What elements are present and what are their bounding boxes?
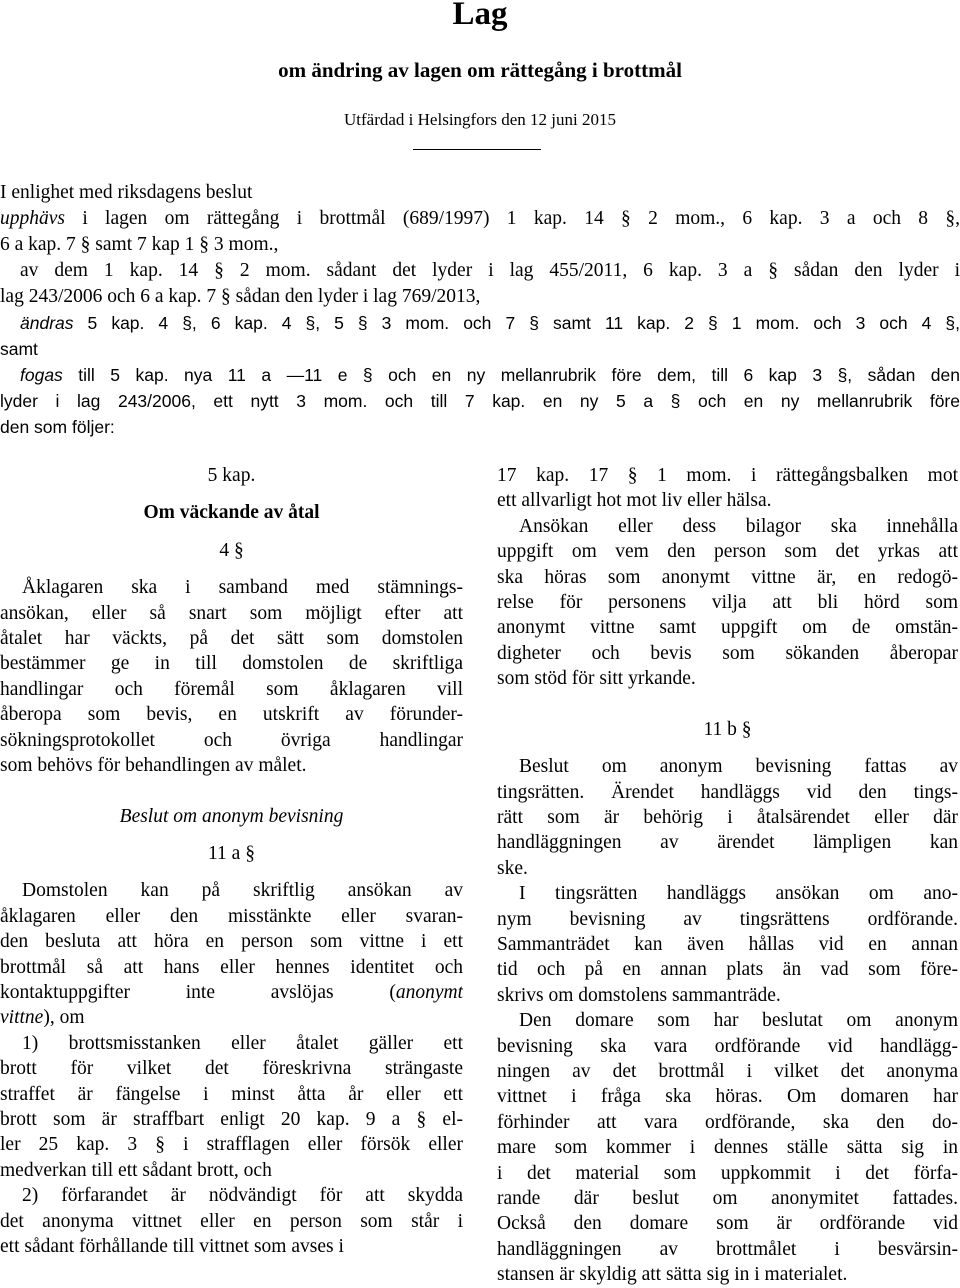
text-line: mare som kommer i dennes ställe sätta sig in (497, 1137, 958, 1159)
text-line: Domstolen kan på skriftlig ansökan av (22, 880, 463, 902)
spacer (0, 866, 463, 878)
text-line: ett allvarligt hot mot liv eller hälsa. (497, 490, 772, 512)
section-number: 11 b § (703, 718, 752, 740)
spacer (0, 829, 463, 841)
text-line: ske. (497, 857, 528, 879)
text-line: vittnet i fråga ska höras. Om domaren har (497, 1086, 958, 1108)
text-line: förhinder att vara ordförande, ska den do- (497, 1111, 958, 1133)
right-column (497, 463, 958, 1288)
text-line: som stöd för sitt yrkande. (497, 668, 696, 690)
chapter-number: 5 kap. (207, 465, 256, 486)
preamble-line: lag 243/2006 och 6 a kap. 7 § sådan den lyder i lag 769/2013, (0, 286, 481, 307)
preamble-line: samt (0, 339, 38, 359)
text-line: medverkan till ett sådant brott, och (0, 1159, 272, 1181)
section-number: 4 § (219, 539, 244, 561)
text-line: ett sådant förhållande till vittnet som avses i (0, 1235, 344, 1257)
text-line: kontaktuppgifter inte avslöjas (anonymt (0, 982, 463, 1004)
text-line: 1) brottsmisstanken eller åtalet gäller ett (22, 1032, 463, 1054)
action-verb: fogas (20, 365, 63, 385)
text-line: tingsrätten. Ärendet handläggs vid den tings- (497, 781, 958, 803)
italic-term: anonymt (395, 982, 463, 1004)
text-line: tid och på en annan plats än vad som före- (497, 959, 958, 981)
spacer (0, 563, 463, 575)
action-verb: upphävs (0, 208, 65, 229)
text-line: Ansökan eller dess bilagor ska innehålla (519, 515, 958, 537)
text-line: anonymt vittne samt uppgift om de omstän- (497, 617, 958, 639)
action-verb: ändras (20, 313, 74, 333)
text-line: Åklagaren ska i samband med stämnings- (22, 577, 463, 599)
text-line: som behövs för behandlingen av målet. (0, 754, 307, 776)
text-line: rätt som är behörig i åtalsärendet eller där (497, 807, 958, 829)
separator-rule (413, 149, 541, 150)
text-line: Den domare som har beslutat om anonym (519, 1010, 958, 1032)
text-line: bevisning ska vara ordförande vid handlägg- (497, 1035, 958, 1057)
text-line: brott för vilket det föreskrivna strängaste (0, 1058, 463, 1080)
text-line: handläggningen av ärendet lämpligen kan (497, 832, 958, 854)
preamble-line: den som följer: (0, 417, 115, 437)
spacer (497, 742, 958, 754)
spacer (0, 488, 463, 500)
text-line: åklagaren eller den misstänkte eller svaran- (0, 905, 463, 927)
spacer (0, 526, 463, 538)
italic-term: vittne (0, 1007, 44, 1029)
preamble-line: ändras 5 kap. 4 §, 6 kap. 4 §, 5 § 3 mom. och 7 § samt 11 kap. 2 § 1 mom. och 3 och 4 §, (20, 313, 960, 333)
preamble-line: fogas till 5 kap. nya 11 a —11 e § och en ny mellanrubrik före dem, till 6 kap 3 §, sådan den (20, 365, 960, 385)
preamble-line: I enlighet med riksdagens beslut (0, 182, 253, 203)
text-line: handlingar och föremål som åklagaren vill (0, 678, 463, 700)
law-subtitle: om ändring av lagen om rättegång i brottmål (278, 58, 682, 82)
preamble (0, 180, 960, 440)
text-line: åtalet har väckts, på det sätt som domstolen (0, 627, 463, 649)
preamble-line: lyder i lag 243/2006, ett nytt 3 mom. och till 7 kap. en ny 5 a § och en ny mellanrubrik före (0, 391, 960, 411)
chapter-heading: Om väckande av åtal (143, 502, 320, 524)
preamble-line: av dem 1 kap. 14 § 2 mom. sådant det lyder i lag 455/2011, 6 kap. 3 a § sådan den lyder i (20, 260, 960, 281)
text-line: uppgift om vem den person som det yrkas att (497, 541, 958, 563)
preamble-line: upphävs i lagen om rättegång i brottmål (689/1997) 1 kap. 14 § 2 mom., 6 kap. 3 a och 8 §, (0, 208, 960, 229)
text-line: skrivs om domstolens sammanträde. (497, 984, 781, 1006)
text-line: handläggningen av brottmålet i besvärsin- (497, 1238, 958, 1260)
spacer (497, 692, 958, 717)
text-line: rande där beslut om anonymitet fattades. (497, 1187, 958, 1209)
text-line: Också den domare som är ordförande vid (497, 1213, 958, 1235)
text-line: nym bevisning av tingsrättens ordförande. (497, 908, 958, 930)
text-line: straffet är fängelse i minst åtta år eller ett (0, 1083, 463, 1105)
text-line: brott som är straffbart enligt 20 kap. 9 a § el- (0, 1108, 463, 1130)
issued-date: Utfärdad i Helsingfors den 12 juni 2015 (344, 110, 616, 129)
text-line: digheter och bevis som sökanden åberopar (497, 642, 958, 664)
text-line: Beslut om anonym bevisning fattas av (519, 756, 958, 778)
text-line: ningen av det brottmål i vilket det anonyma (497, 1060, 958, 1082)
text-line: 17 kap. 17 § 1 mom. i rättegångsbalken mot (497, 465, 958, 486)
text-line: Sammanträdet kan även hållas vid en annan (497, 934, 958, 956)
text-line: bestämmer ge in till domstolen de skriftliga (0, 653, 463, 675)
text-line: relse för personens vilja att bli hörd som (497, 591, 958, 613)
text-line: stansen är skyldig att sätta sig in i materialet. (497, 1264, 848, 1286)
spacer (0, 778, 463, 803)
text-line: i det material som uppkommit i det förfa- (497, 1162, 958, 1184)
text-line: ler 25 kap. 3 § i strafflagen eller försök eller (0, 1134, 463, 1156)
left-column (0, 463, 463, 1259)
text-line: vittne), om (0, 1007, 85, 1029)
law-title: Lag (452, 0, 508, 32)
text-line: ansökan, eller så snart som möjligt efter att (0, 602, 463, 624)
preamble-line: 6 a kap. 7 § samt 7 kap 1 § 3 mom., (0, 234, 279, 255)
text-line: brottmål så att hans eller hennes identitet och (0, 956, 463, 978)
text-line: ska höras som anonymt vittne är, en redogö- (497, 566, 958, 588)
section-number: 11 a § (208, 843, 255, 865)
text-line: sökningsprotokollet och övriga handlingar (0, 729, 463, 751)
text-line: åberopa som bevis, en utskrift av förunder- (0, 704, 463, 726)
text-line: 2) förfarandet är nödvändigt för att skydda (22, 1185, 463, 1207)
sub-heading: Beslut om anonym bevisning (119, 805, 344, 827)
text-line: det anonyma vittnet eller en person som står i (0, 1210, 463, 1232)
text-line: den besluta att höra en person som vittne i ett (0, 931, 463, 953)
text-line: I tingsrätten handläggs ansökan om ano- (519, 883, 958, 905)
